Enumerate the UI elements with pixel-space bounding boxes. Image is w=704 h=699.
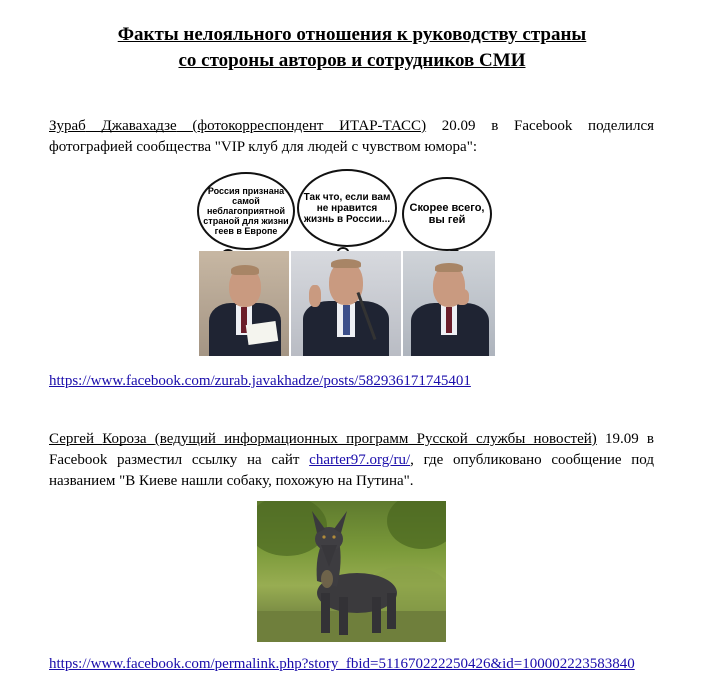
photo-panel-1 [199, 251, 289, 356]
entry-2-author-first: Сергей [49, 431, 94, 447]
photo-panel-3 [403, 251, 495, 356]
dog-picture [257, 501, 446, 642]
title-line-1: Факты нелояльного отношения к руководству страны [117, 24, 587, 45]
page-title [0, 22, 704, 74]
entry-2-source-link[interactable]: https://www.facebook.com/permalink.php?story_fbid=511670222250426&id=100002223583840 [49, 656, 635, 672]
entry-1-text [49, 116, 654, 158]
title-line-2: со стороны авторов и сотрудников СМИ [178, 50, 526, 71]
entry-1-role: (фотокорреспондент ИТАР-ТАСС) [192, 118, 427, 134]
entry-1-body: 20.09 в Facebook поделился фотографией сообщества "VIP клуб для людей с чувством юмора": [49, 118, 654, 155]
entry-2-image [257, 501, 446, 642]
entry-1-source-link[interactable]: https://www.facebook.com/zurab.javakhadze/posts/582936171745401 [49, 373, 471, 389]
entry-1-author-first: Зураб [49, 118, 86, 134]
entry-1-link-line [49, 371, 669, 392]
speech-bubble-2: Так что, если вам не нравится жизнь в России... [297, 169, 397, 247]
entry-2-author-last: Короза [102, 431, 147, 447]
entry-2-role: (ведущий информационных программ Русской службы новостей) [154, 431, 597, 447]
entry-1-image [197, 169, 495, 356]
speech-bubble-1: Россия признана самой неблагоприятной страной для жизни геев в Европе [197, 172, 295, 250]
entry-1-author-last: Джавахадзе [101, 118, 177, 134]
entry-2-text [49, 429, 654, 492]
photo-panel-2 [291, 251, 401, 356]
speech-bubble-3: Скорее всего, вы гей [402, 177, 492, 251]
entry-2-link-line [49, 654, 669, 675]
site-link[interactable]: charter97.org/ru/ [309, 452, 411, 468]
entry-2-body-1: 19.09 в Facebook разместил ссылку на сайт [49, 431, 655, 468]
entry-2-body-2: , где опубликовано сообщение под названием "В Киеве нашли собаку, похожую на Путина". [49, 452, 654, 489]
